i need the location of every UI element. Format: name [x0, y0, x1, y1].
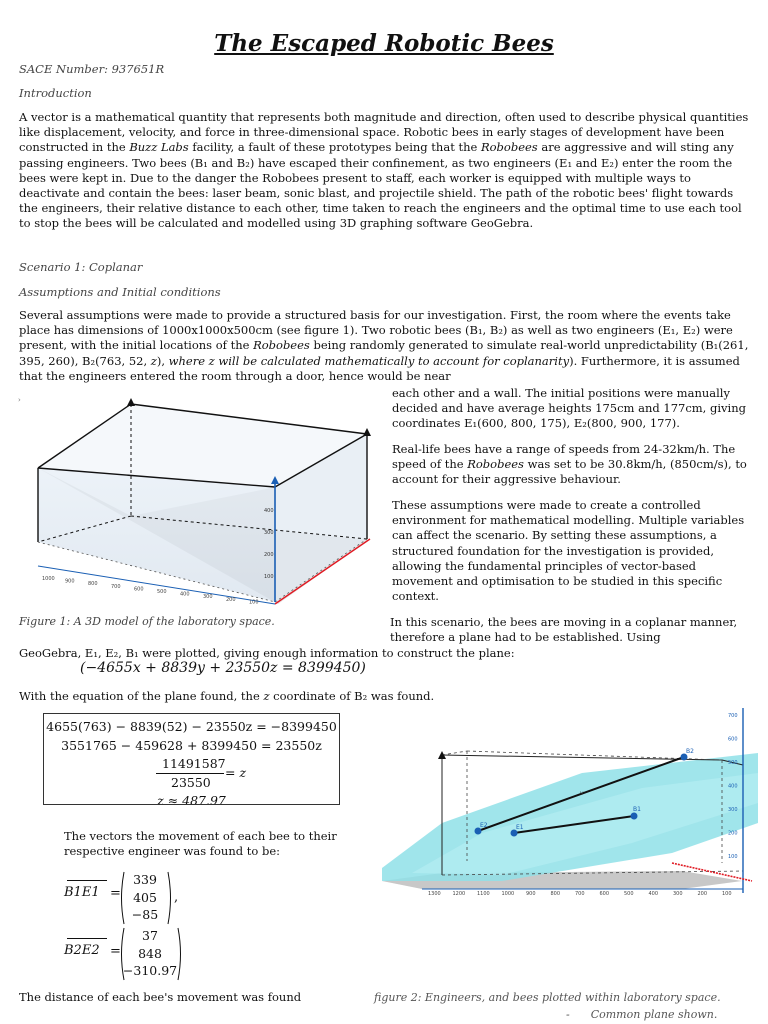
fig1-x-tick-label: 900 [65, 578, 75, 585]
vectors-paragraph: The vectors the movement of each bee to their respective engineer was found to be: [64, 829, 337, 859]
label-b1: B1 [633, 806, 641, 813]
fig1-x-tick-label: 600 [134, 586, 144, 593]
fig2-x-tick-label: 600 [599, 891, 610, 897]
fig1-x-tick-label: 1000 [42, 576, 55, 582]
distance-sentence: The distance of each bee's movement was found [19, 990, 302, 1004]
coplanar-paragraph: In this scenario, the bees are moving in a coplanar manner, therefore a plane had to be established. Using [390, 615, 738, 645]
equals-sign: = [110, 944, 121, 959]
fig2-z-tick-label: 200 [728, 830, 738, 837]
fig2-x-tick-label: 400 [648, 891, 659, 897]
fig1-x-tick-label: 100 [249, 599, 259, 606]
figure-2-caption: figure 2: Engineers, and bees plotted within laboratory space. [374, 991, 721, 1004]
figure-2-bullet: - Common plane shown. [566, 1008, 718, 1021]
engineer-positions-paragraph: each other and a wall. The initial positions were manually decided and have average heights 175cm and 177cm, giving coordinates E₁(600, 800, 175), E₂(800, 900, 177). [392, 386, 746, 431]
equation-box [43, 713, 340, 805]
vector-bar [67, 880, 107, 881]
vector-trailing-comma: , [174, 890, 179, 905]
document-title: The Escaped Robotic Bees [214, 30, 554, 57]
fraction-bar [156, 773, 224, 774]
equals-z: = z [225, 765, 247, 780]
vector-b2e2-label: B2E2 [64, 943, 100, 958]
vertex-arrow-icon [127, 398, 135, 406]
fig2-x-tick-label: 900 [526, 891, 536, 897]
vector-b2e2-z: −310.97 [122, 963, 178, 978]
equation-line-4: z ≈ 487.97 [157, 793, 226, 805]
fig2-x-tick-label: 700 [575, 891, 585, 897]
fig2-z-tick-label: 700 [728, 713, 738, 719]
figure-1-caption: Figure 1: A 3D model of the laboratory space. [19, 615, 275, 628]
fig2-x-tick-label: 1000 [501, 891, 515, 897]
intro-paragraph: A vector is a mathematical quantity that represents both magnitude and direction, often used to describe physical quantities like displacement, velocity, and force in three-dimensional space. Robotic bees in early stages of development have been constructed in the Buzz Labs facility, a fault of these prototypes being that the Robobees are aggressive and will sting any passing engineers. Two bees (B₁ and B₂) have escaped their confinement, as two engineers (E₁ and E₂) enter the room the bees were kept in. Due to the danger the Robobees present to staff, each worker is equipped with multiple ways to deactivate and contain the bees: laser beam, sonic blast, and projectile shield. The path of the robotic bees' flight towards the engineers, their relative distance to each other, time taken to reach the engineers and the optimal time to use each tool to stop the bees will be calculated and modelled using 3D graphing software GeoGebra. [19, 110, 749, 231]
fig1-z-tick-label: 300 [264, 530, 274, 536]
fig2-x-tick-label: 300 [673, 891, 683, 897]
vector-b1e1 [64, 870, 204, 926]
plane-equation: (−4655x + 8839y + 23550z = 8399450) [80, 660, 366, 676]
fig1-x-tick-label: 300 [203, 594, 213, 601]
vector-b2e2 [64, 926, 204, 982]
fig2-x-tick-label: 100 [722, 891, 732, 897]
figure-1-lab-model [18, 394, 386, 612]
assumptions-purpose-paragraph: These assumptions were made to create a controlled environment for mathematical modelling. Multiple variables can affect the scenario. By setting these assumptions, a structured foundation for the investigation is provided, allowing the fundamental principles of vector-based movement and optimisation to be studied in this specific context. [392, 498, 745, 604]
scenario-heading: Scenario 1: Coplanar [19, 260, 143, 274]
fig2-x-tick-label: 800 [550, 891, 561, 897]
vector-b2e2-y: 848 [138, 946, 162, 961]
vector-b2e2-x: 37 [142, 928, 158, 943]
point-b1 [631, 813, 638, 820]
fig2-x-tick-label: 500 [624, 891, 634, 897]
label-b2: B2 [686, 748, 694, 755]
fig1-z-tick-label: 400 [264, 508, 274, 514]
vector-b1e1-z: −85 [131, 907, 159, 922]
assumptions-heading: Assumptions and Initial conditions [19, 285, 221, 299]
fraction-denominator: 23550 [171, 775, 211, 790]
section-heading-introduction: Introduction [19, 86, 92, 100]
fig2-z-tick-label: 400 [728, 783, 738, 790]
geogebra-paragraph: GeoGebra, E₁, E₂, B₁ were plotted, giving enough information to construct the plane: [19, 646, 515, 660]
z-coordinate-sentence: With the equation of the plane found, the z coordinate of B₂ was found. [19, 689, 435, 703]
fig2-x-tick-label: 200 [697, 891, 708, 897]
vertex-arrow-icon [363, 428, 371, 436]
fig2-x-tick-label: 1300 [428, 891, 441, 897]
fig2-x-tick-label: 1200 [452, 891, 466, 897]
fig1-z-tick-label: 200 [264, 552, 274, 558]
vector-b1e1-x: 339 [133, 872, 157, 887]
bee-speed-paragraph: Real-life bees have a range of speeds from 24-32km/h. The speed of the Robobees was set to be 30.8km/h, (850cm/s), to account for their aggressive behaviour. [392, 442, 747, 487]
fig2-z-tick-label: 300 [728, 807, 738, 813]
svg-text:›: › [18, 396, 21, 404]
equation-line-1: 4655(763) − 8839(52) − 23550z = −8399450 [46, 719, 337, 734]
fig2-z-tick-label: 100 [728, 854, 738, 860]
equation-line-2: 3551765 − 459628 + 8399450 = 23550z [61, 738, 322, 753]
vector-bar [67, 938, 107, 939]
fig1-x-tick-label: 800 [88, 581, 98, 588]
vector-b1e1-y: 405 [133, 890, 157, 905]
label-e2: E2 [480, 822, 488, 829]
fraction-numerator: 11491587 [162, 756, 226, 771]
fig1-z-tick-label: 100 [264, 574, 274, 580]
fig1-x-tick-label: 500 [157, 589, 167, 595]
fig1-x-tick-label: 700 [111, 583, 121, 590]
fig2-z-tick-label: 500 [728, 760, 738, 766]
sace-number: SACE Number: 937651R [19, 62, 165, 76]
fig1-x-tick-label: 200 [226, 596, 236, 603]
label-v: v [580, 790, 584, 797]
assumptions-paragraph: Several assumptions were made to provide a structured basis for our investigation. First, the room where the events take place has dimensions of 1000x1000x500cm (see figure 1). Two robotic bees (B₁, B₂) as well as two engineers (E₁, E₂) were present, with the initial locations of the Robobees being randomly generated to simulate real-world unpredictability (B₁(261, 395, 260), B₂(763, 52, z), where z will be calculated mathematically to account for coplanarity). Furthermore, it is assumed that the engineers entered the room through a door, hence would be near [19, 308, 749, 383]
fig2-x-tick-label: 1100 [477, 891, 490, 897]
equals-sign: = [110, 886, 121, 901]
fig1-x-tick-label: 400 [180, 591, 190, 598]
fig2-z-tick-label: 600 [728, 736, 738, 743]
vector-b1e1-label: B1E1 [64, 885, 100, 900]
label-e1: E1 [516, 824, 524, 831]
figure-2-geogebra-plot [382, 703, 762, 898]
